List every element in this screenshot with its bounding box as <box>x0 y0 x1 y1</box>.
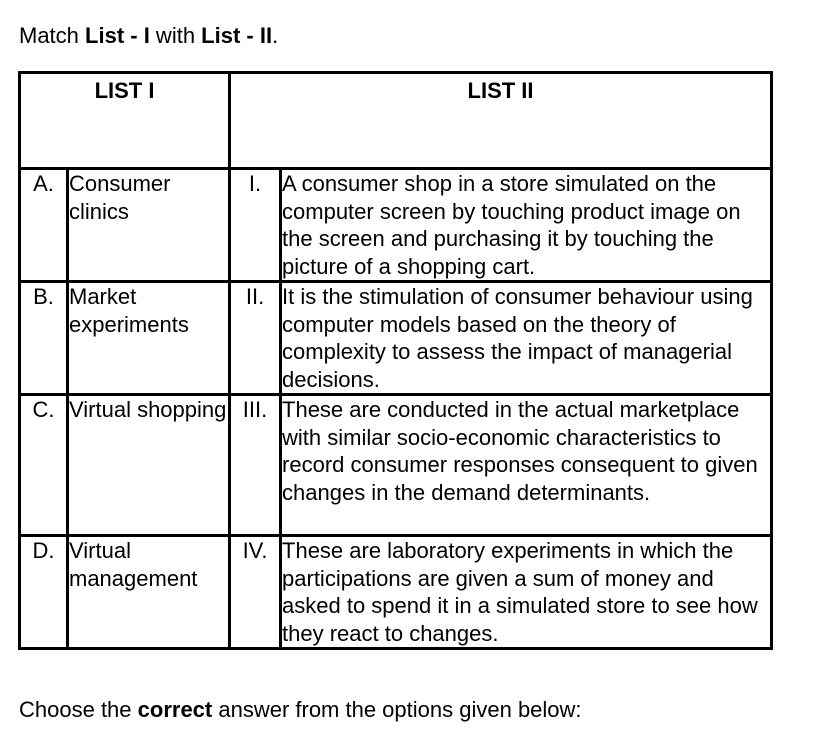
footer-suffix: answer from the options given below: <box>212 697 582 722</box>
row-roman: IV. <box>230 536 281 649</box>
heading-list1: List - I <box>85 23 150 48</box>
row-roman: III. <box>230 395 281 536</box>
list1-item: Market experiments <box>68 282 230 395</box>
list2-description: These are laboratory experiments in which the participations are given a sum of money and asked to spend it in a simulated store to see how they react to changes. <box>281 536 772 649</box>
list1-item: Virtual management <box>68 536 230 649</box>
list1-item: Virtual shopping <box>68 395 230 536</box>
list2-description: It is the stimulation of consumer behaviour using computer models based on the theory of complexity to assess the impact of managerial decisions. <box>281 282 772 395</box>
table-header-row <box>20 73 772 169</box>
row-letter: B. <box>20 282 68 395</box>
table-row <box>20 282 772 395</box>
instruction-text <box>19 696 582 724</box>
list2-header: LIST II <box>230 73 772 169</box>
row-letter: D. <box>20 536 68 649</box>
footer-emphasis: correct <box>137 697 213 722</box>
heading-list2: List - II <box>201 23 273 48</box>
question-heading <box>19 22 278 50</box>
table-row <box>20 536 772 649</box>
table-row <box>20 395 772 536</box>
list2-description: These are conducted in the actual marketplace with similar socio-economic characteristics to record consumer responses consequent to given changes in the demand determinants. <box>281 395 772 536</box>
row-letter: C. <box>20 395 68 536</box>
match-table <box>18 71 773 650</box>
heading-middle: with <box>149 23 202 48</box>
row-roman: II. <box>230 282 281 395</box>
heading-suffix: . <box>272 23 279 48</box>
table-row <box>20 169 772 282</box>
row-roman: I. <box>230 169 281 282</box>
heading-prefix: Match <box>19 23 86 48</box>
list1-item: Consumer clinics <box>68 169 230 282</box>
footer-prefix: Choose the <box>19 697 138 722</box>
list2-description: A consumer shop in a store simulated on the computer screen by touching product image on the screen and purchasing it by touching the picture of a shopping cart. <box>281 169 772 282</box>
list1-header: LIST I <box>20 73 230 169</box>
row-letter: A. <box>20 169 68 282</box>
